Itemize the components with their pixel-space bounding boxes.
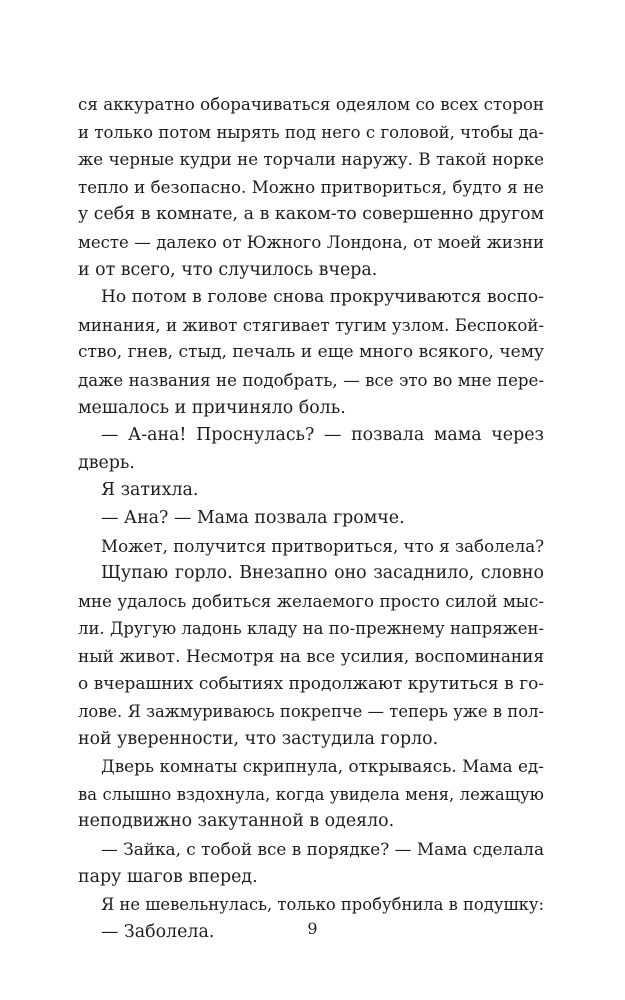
text-line: — Заболела. xyxy=(101,921,215,942)
text-line: неподвижно закутанной в одеяло. xyxy=(78,811,395,832)
text-line: ва слышно вздохнула, когда увидела меня, лежащую xyxy=(78,784,544,804)
text-line: Может, получится притвориться, что я заболела? xyxy=(101,536,545,556)
text-line: ной уверенности, что застудила горло. xyxy=(78,728,439,749)
text-line: месте — далеко от Южного Лондона, от моей жизни xyxy=(78,232,544,252)
text-line: ся аккуратно оборачиваться одеялом со всех сторон xyxy=(78,95,544,114)
text-line: дверь. xyxy=(78,452,135,473)
text-line: даже названия не подобрать, — все это во мне пере- xyxy=(78,370,544,390)
text-line: Я затихла. xyxy=(101,480,199,501)
text-line: Дверь комнаты скрипнула, открываясь. Мама ед- xyxy=(101,756,544,777)
text-line: же черные кудри не торчали наружу. В такой норке xyxy=(78,150,544,170)
text-line: минания, и живот стягивает тугим узлом. Беспокой- xyxy=(78,315,544,335)
text-line: мешалось и причиняло боль. xyxy=(78,397,346,418)
text-line: — А-ана! Проснулась? — позвала мама через xyxy=(101,425,544,446)
text-line: ли. Другую ладонь кладу на по-прежнему напряжен- xyxy=(78,619,544,639)
text-line: пару шагов вперед. xyxy=(78,866,258,887)
text-line: у себя в комнате, а в каком-то совершенно другом xyxy=(78,204,544,225)
text-line: тепло и безопасно. Можно притвориться, будто я не xyxy=(78,177,544,197)
text-line: Я не шевельнулась, только пробубнила в подушку: xyxy=(101,895,545,915)
text-line: ство, гнев, стыд, печаль и еще много всякого, чему xyxy=(78,342,544,363)
text-line: о вчерашних событиях продолжают крутиться в го- xyxy=(78,673,544,694)
text-line: и от всего, что случилось вчера. xyxy=(78,259,378,280)
text-line: лове. Я зажмуриваюсь покрепче — теперь уже в пол- xyxy=(78,702,544,722)
text-line: — Ана? — Мама позвала громче. xyxy=(101,507,405,528)
text-line: Но потом в голове снова прокручиваются воспо- xyxy=(101,287,544,308)
text-line: ный живот. Несмотря на все усилия, воспоминания xyxy=(78,645,544,666)
body-text xyxy=(78,91,544,946)
text-line: — Зайка, с тобой все в порядке? — Мама сделала xyxy=(101,839,544,860)
text-line: мне удалось добиться желаемого просто силой мыс- xyxy=(78,591,544,611)
text-line: Щупаю горло. Внезапно оно засаднило, словно xyxy=(101,563,544,584)
text-line: и только потом нырять под него с головой, чтобы да- xyxy=(78,122,544,142)
page-number: 9 xyxy=(307,919,318,938)
